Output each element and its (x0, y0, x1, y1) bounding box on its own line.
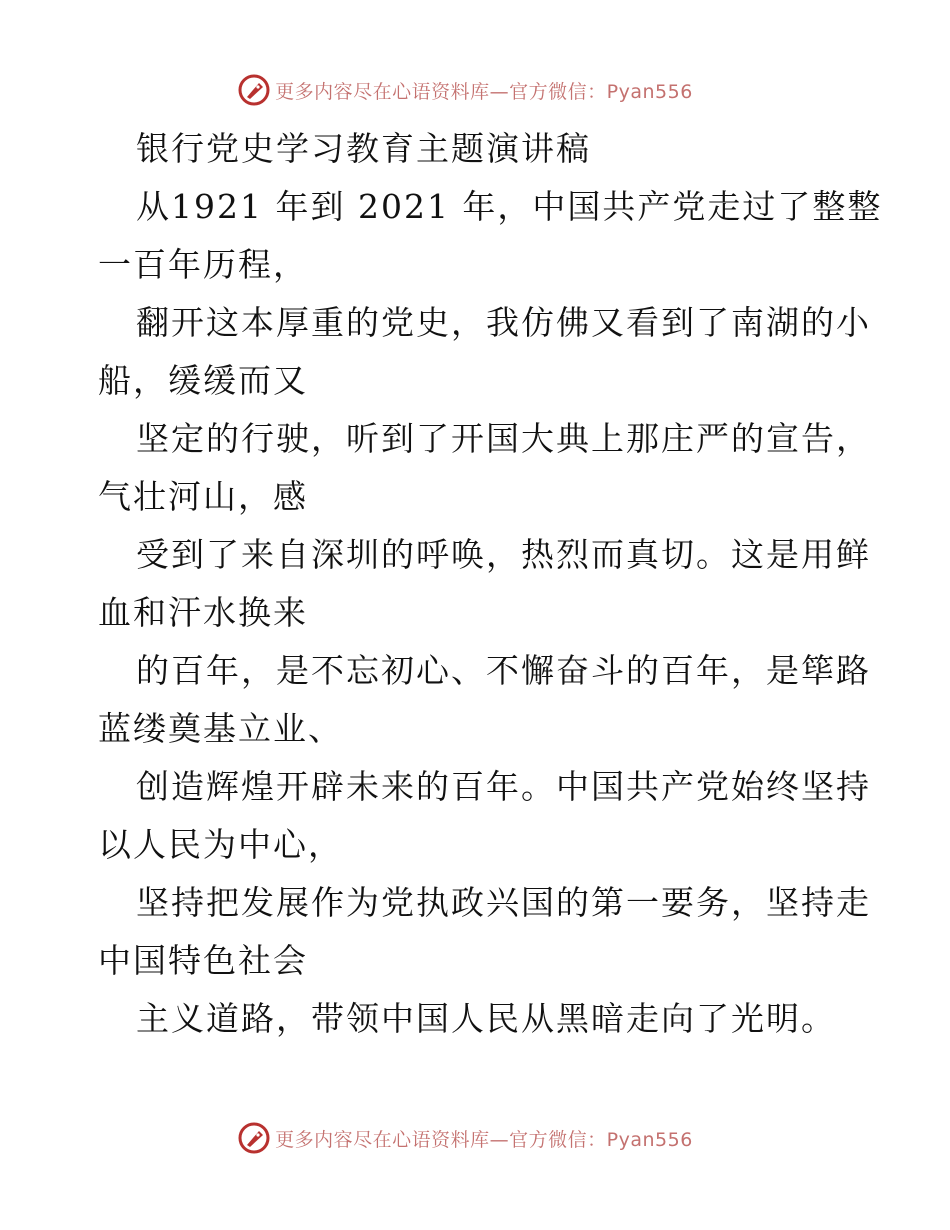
paragraph-line: 一百年历程， (98, 245, 308, 284)
paragraph-line: 气壮河山，感 (98, 477, 308, 516)
paragraph-line: 中国特色社会 (98, 941, 308, 980)
document-title: 银行党史学习教育主题演讲稿 (136, 129, 591, 168)
paragraph-line: 主义道路，带领中国人民从黑暗走向了光明。 (136, 999, 836, 1038)
paragraph-line: 创造辉煌开辟未来的百年。中国共产党始终坚持 (136, 767, 871, 806)
paragraph-line: 从1921 年到 2021 年，中国共产党走过了整整 (136, 187, 883, 226)
paragraph-line: 蓝缕奠基立业、 (98, 709, 343, 748)
footer-watermark (0, 1118, 950, 1158)
paragraph-line: 坚定的行驶，听到了开国大典上那庄严的宣告， (136, 419, 871, 458)
paragraph-line: 以人民为中心， (98, 825, 343, 864)
pen-nib-logo-icon (237, 73, 271, 107)
watermark-text: 更多内容尽在心语资料库—官方微信：Pyan556 (275, 1128, 693, 1151)
watermark-text: 更多内容尽在心语资料库—官方微信：Pyan556 (275, 80, 693, 103)
paragraph-line: 坚持把发展作为党执政兴国的第一要务，坚持走 (136, 883, 871, 922)
paragraph-line: 翻开这本厚重的党史，我仿佛又看到了南湖的小 (136, 303, 871, 342)
header-watermark (0, 70, 950, 110)
paragraph-line: 受到了来自深圳的呼唤，热烈而真切。这是用鲜 (136, 535, 871, 574)
paragraph-line: 船，缓缓而又 (98, 361, 308, 400)
paragraph-line: 的百年，是不忘初心、不懈奋斗的百年，是筚路 (136, 651, 871, 690)
paragraph-line: 血和汗水换来 (98, 593, 308, 632)
pen-nib-logo-icon (237, 1121, 271, 1155)
document-body (98, 120, 883, 1048)
